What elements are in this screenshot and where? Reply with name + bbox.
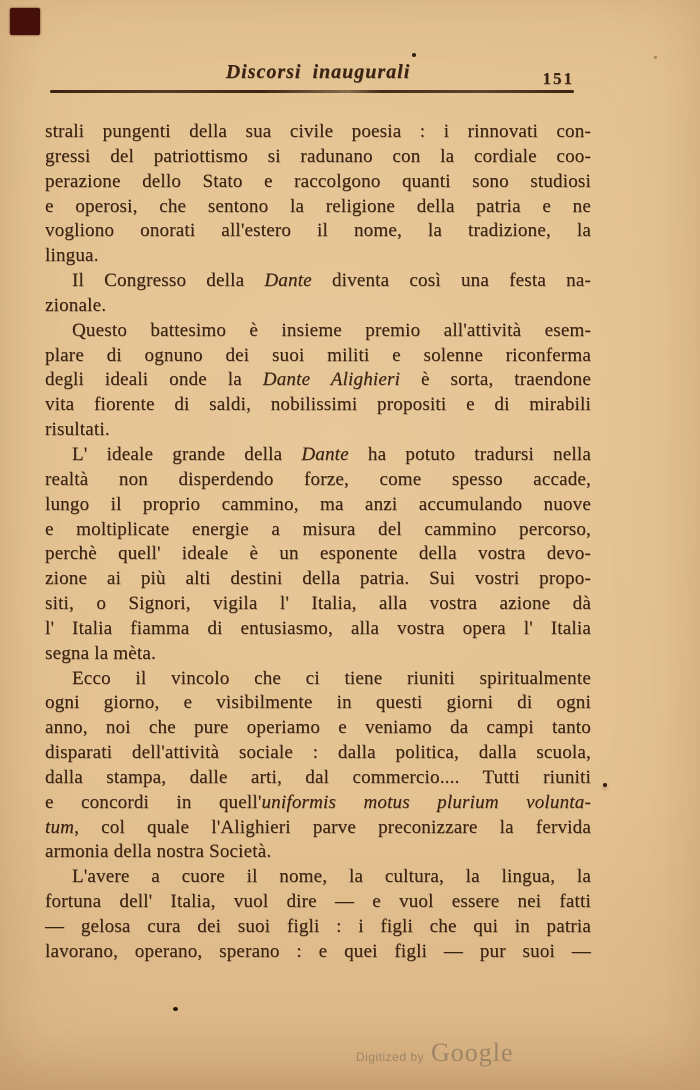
- paragraph: [45, 667, 591, 866]
- text-line: [45, 468, 591, 493]
- text-segment: realtà non disperdendo forze, come spesso accade,: [45, 468, 591, 490]
- paragraph: [45, 443, 591, 667]
- text-line: [45, 443, 591, 468]
- scan-speck: [603, 783, 607, 787]
- google-logo-text: Google: [431, 1038, 514, 1067]
- text-segment: lingua.: [45, 245, 99, 267]
- scan-speck: [173, 1007, 178, 1011]
- scan-speck: [654, 56, 657, 59]
- digitization-watermark: [356, 1038, 514, 1068]
- text-block: [45, 120, 591, 965]
- text-line: [45, 791, 591, 816]
- text-segment: lungo il proprio cammino, ma anzi accumulando nuove: [45, 493, 591, 515]
- text-segment: Il Congresso della: [72, 270, 265, 292]
- text-segment: e operosi, che sentono la religione della patria e ne: [45, 195, 591, 217]
- italic-text-segment: Dante: [301, 443, 349, 465]
- text-line: [45, 269, 591, 294]
- text-line: [45, 294, 591, 319]
- text-line: [45, 890, 591, 915]
- scan-artifact-square: [10, 8, 40, 35]
- text-segment: zione ai più alti destini della patria. Sui vostri propo-: [45, 568, 591, 590]
- text-line: [45, 244, 591, 269]
- text-line: [45, 319, 591, 344]
- paragraph: [45, 269, 591, 319]
- text-segment: armonia della nostra Società.: [45, 841, 272, 863]
- text-line: [45, 145, 591, 170]
- text-segment: perchè quell' ideale è un esponente della vostra devo-: [45, 543, 591, 565]
- running-header-title: Discorsi inaugurali: [225, 61, 411, 83]
- text-line: [45, 617, 591, 642]
- text-segment: ogni giorno, e visibilmente in questi giorni di ogni: [45, 692, 591, 714]
- text-line: [45, 518, 591, 543]
- text-segment: strali pungenti della sua civile poesia : i rinnovati con-: [45, 121, 591, 142]
- text-segment: L'avere a cuore il nome, la cultura, la lingua, la: [72, 866, 591, 888]
- text-segment: Ecco il vincolo che ci tiene riuniti spiritualmente: [72, 667, 591, 689]
- text-segment: vogliono onorati all'estero il nome, la tradizione, la: [45, 220, 591, 242]
- text-line: [45, 344, 591, 369]
- paragraph: [45, 865, 591, 964]
- text-line: [45, 493, 591, 518]
- text-line: [45, 691, 591, 716]
- text-line: [45, 865, 591, 890]
- text-segment: diventa così una festa na-: [311, 270, 591, 292]
- text-segment: L' ideale grande della: [72, 443, 302, 465]
- text-segment: dalla stampa, dalle arti, dal commercio.... Tutti riuniti: [45, 766, 591, 788]
- text-line: [45, 120, 591, 145]
- text-line: [45, 219, 591, 244]
- text-segment: zionale.: [45, 294, 107, 316]
- text-segment: perazione dello Stato e raccolgono quanti sono studiosi: [45, 170, 591, 192]
- text-segment: disparati dell'attività sociale : dalla politica, dalla scuola,: [45, 742, 591, 764]
- text-line: [45, 170, 591, 195]
- italic-text-segment: Dante: [264, 270, 312, 292]
- text-line: [45, 567, 591, 592]
- page-number: 151: [542, 69, 574, 88]
- text-segment: vita fiorente di saldi, nobilissimi propositi e di mirabili: [45, 394, 591, 416]
- text-segment: è sorta, traendone: [400, 369, 591, 391]
- italic-text-segment: uniformis motus plurium volunta-: [261, 791, 591, 813]
- text-segment: degli ideali onde la: [45, 369, 263, 391]
- text-line: [45, 716, 591, 741]
- text-line: [45, 766, 591, 791]
- text-segment: Questo battesimo è insieme premio all'attività esem-: [72, 319, 591, 341]
- text-line: [45, 368, 591, 393]
- text-line: [45, 840, 591, 865]
- text-line: [45, 592, 591, 617]
- text-segment: lavorano, operano, sperano : e quei figli — pur suoi —: [45, 940, 591, 962]
- italic-text-segment: tum: [45, 816, 75, 838]
- text-segment: l' Italia fiamma di entusiasmo, alla vostra opera l' Italia: [45, 617, 591, 639]
- text-segment: e concordi in quell': [45, 791, 262, 813]
- text-segment: ha potuto tradursi nella: [348, 443, 591, 465]
- text-line: [45, 940, 591, 965]
- scan-speck: [412, 53, 416, 57]
- text-line: [45, 915, 591, 940]
- text-segment: segna la mèta.: [45, 642, 156, 664]
- text-segment: siti, o Signori, vigila l' Italia, alla vostra azione dà: [45, 593, 591, 615]
- text-line: [45, 816, 591, 841]
- paragraph: [45, 319, 591, 443]
- text-segment: plare di ognuno dei suoi militi e solenne riconferma: [45, 344, 591, 366]
- text-segment: risultati.: [45, 419, 110, 441]
- text-segment: , col quale l'Alighieri parve preconizzare la fervida: [74, 816, 591, 838]
- text-segment: e moltiplicate energie a misura del cammino percorso,: [45, 518, 591, 540]
- header-rule: [50, 90, 574, 93]
- text-segment: gressi del patriottismo si radunano con la cordiale coo-: [45, 145, 591, 167]
- paragraph: [45, 120, 591, 269]
- text-segment: anno, noi che pure operiamo e veniamo da campi tanto: [45, 717, 591, 739]
- text-line: [45, 642, 591, 667]
- italic-text-segment: Dante Alighieri: [262, 369, 401, 391]
- text-line: [45, 195, 591, 220]
- text-line: [45, 393, 591, 418]
- text-line: [45, 418, 591, 443]
- text-segment: — gelosa cura dei suoi figli : i figli che qui in patria: [45, 916, 591, 937]
- text-line: [45, 667, 591, 692]
- text-line: [45, 542, 591, 567]
- digitized-by-label: Digitized by: [356, 1050, 425, 1064]
- text-line: [45, 741, 591, 766]
- text-segment: fortuna dell' Italia, vuol dire — e vuol essere nei fatti: [45, 891, 591, 913]
